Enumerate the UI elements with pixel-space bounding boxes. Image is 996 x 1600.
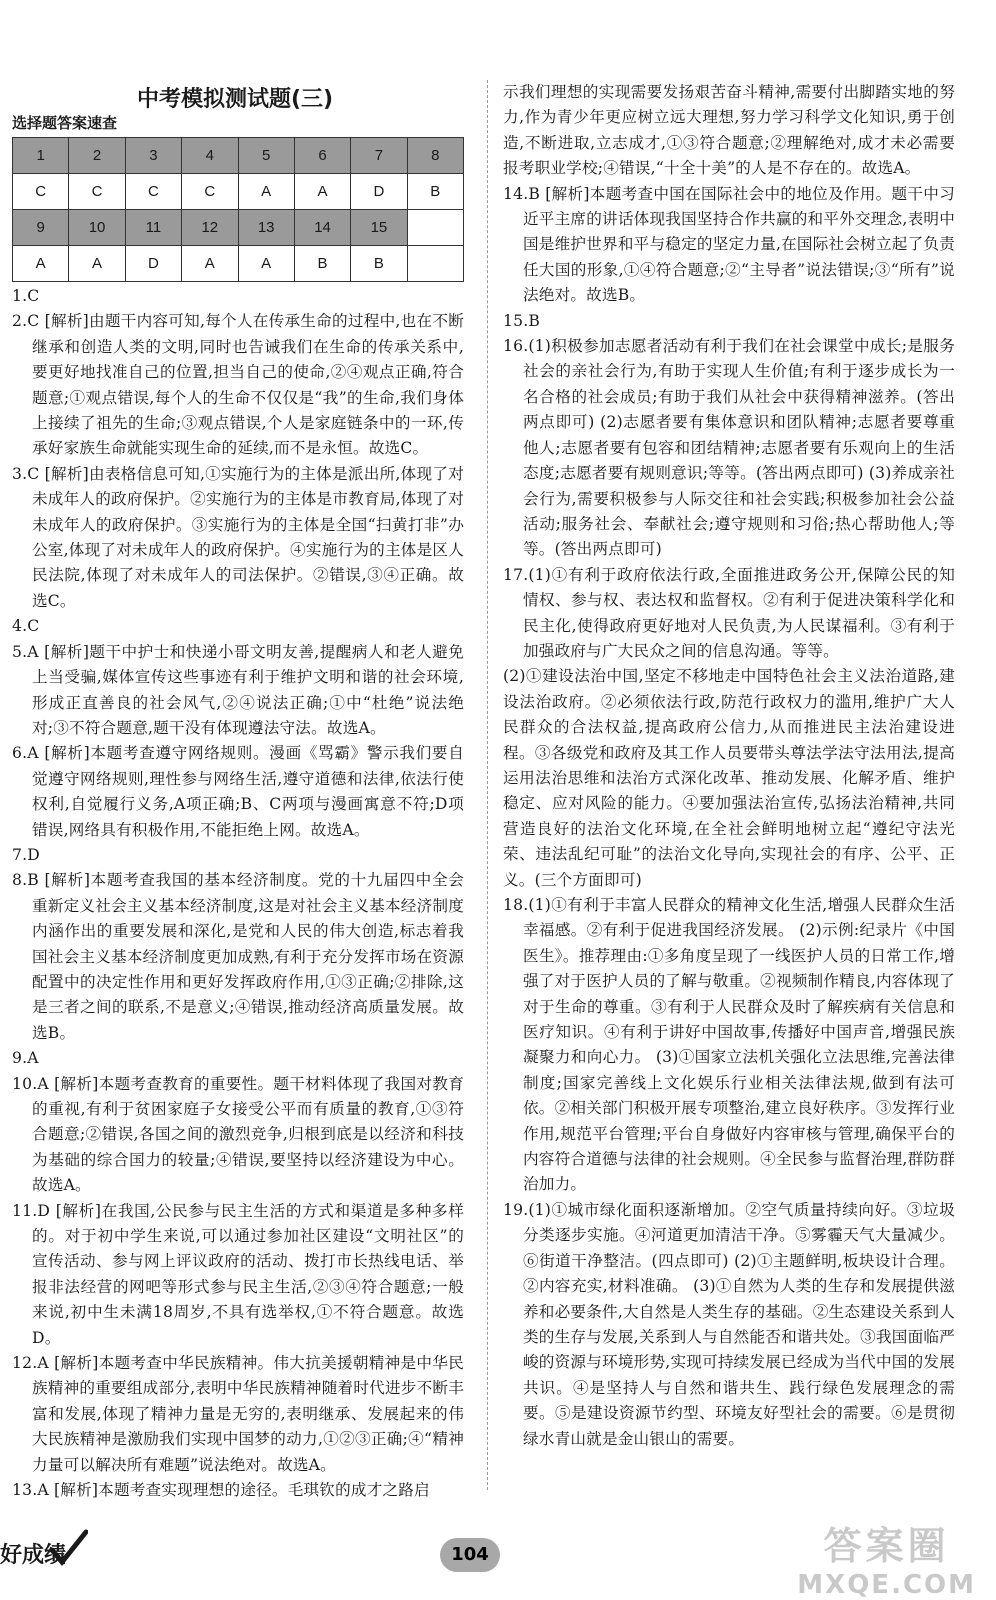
table-cell: 12 — [182, 210, 238, 246]
answer-item: 12.A [解析]本题考查中华民族精神。伟大抗美援朝精神是中华民族精神的重要组成部分,表明中华民族精神随着时代进步不断丰富和发展,体现了精神力量是无穷的,表明继承、发展起来的伟大民族精神是激励我们实现中国梦的动力,①②③正确;④“精神力量可以解决所有难题”说法绝对。故选A。 — [12, 1354, 464, 1474]
answer-item: 16.(1)积极参加志愿者活动有利于我们在社会课堂中成长;是服务社会的亲社会行为,有助于实现人生价值;有利于逐步成长为一名合格的社会成员;有助于我们从社会中获得精神滋养。(答出两点即可) (2)志愿者要有集体意识和团队精神;志愿者要尊重他人;志愿者要有包容和团结精神;志愿者要有乐观向上的生活态度;志愿者要有规则意识;等等。(答出两点即可) (3)养成亲社会行为,需要积极参与人际交往和社会实践;积极参加社会公益活动;服务社会、奉献社会;遵守规则和习俗;热心帮助他人;等等。(答出两点即可) — [503, 337, 955, 559]
watermark — [797, 1515, 976, 1600]
answer-item: 8.B [解析]本题考查我国的基本经济制度。党的十九届四中全会重新定义社会主义基本经济制度,这是对社会主义基本经济制度内涵作出的重要发展和深化,是党和人民的伟大创造,标志着我国社会主义基本经济制度更加成熟,有利于充分发挥市场在资源配置中的决定性作用和更好发挥政府作用,①③正确;②排除,这是三者之间的联系,不是意义;④错误,推动经济高质量发展。故选B。 — [12, 871, 464, 1042]
table-cell: A — [69, 246, 125, 282]
table-row — [13, 138, 464, 174]
answer-item: 示我们理想的实现需要发扬艰苦奋斗精神,需要付出脚踏实地的努力,作为青少年更应树立远大理想,努力学习科学文化知识,勇于创造,不断进取,立志成才,①③符合题意;②理解绝对,成才未必需要报考职业学校;④错误,“十全十美”的人是不存在的。故选A。 — [503, 83, 955, 178]
answer-item: 19.(1)①城市绿化面积逐渐增加。②空气质量持续向好。③垃圾分类逐步实施。④河道更加清洁干净。⑤雾霾天气大量减少。⑥街道干净整洁。(四点即可) (2)①主题鲜明,板块设计合理。②内容充实,材料准确。 (3)①自然为人类的生存和发展提供滋养和必要条件,大自然是人类生存的基础。②生态建设关系到人类的生存与发展,关系到人与自然能否和谐共处。③我国面临严峻的资源与环境形势,实现可持续发展已经成为当代中国的发展共识。④是坚持人与自然和谐共生、践行绿色发展理念的需要。⑤是建设资源节约型、环境友好型社会的需要。⑥是贯彻绿水青山就是金山银山的需要。 — [503, 1200, 955, 1448]
table-cell: 13 — [238, 210, 294, 246]
table-cell: 11 — [125, 210, 181, 246]
table-cell: D — [125, 246, 181, 282]
answer-item: 9.A — [12, 1049, 39, 1068]
answer-table — [12, 137, 464, 282]
table-cell: A — [13, 246, 69, 282]
checkmark-icon — [48, 1528, 88, 1568]
table-cell: 6 — [294, 138, 350, 174]
table-cell: A — [238, 246, 294, 282]
watermark-url: MXQE.COM — [797, 1570, 976, 1600]
answer-item: 17.(1)①有利于政府依法行政,全面推进政务公开,保障公民的知情权、参与权、表达权和监督权。②有利于促进决策科学化和民主化,使得政府更好地对人民负责,为人民谋福利。③有利于加强政府与广大民众之间的信息沟通。等等。 — [503, 565, 955, 660]
table-cell: 15 — [351, 210, 407, 246]
table-cell: 10 — [69, 210, 125, 246]
table-cell: 8 — [407, 138, 463, 174]
table-cell: C — [13, 174, 69, 210]
answer-item: (2)①建设法治中国,坚定不移地走中国特色社会主义法治道路,建设法治政府。②必须依法行政,防范行政权力的滥用,维护广大人民群众的合法权益,提高政府公信力,从而推进民主法治建设进程。③各级党和政府及其工作人员要带头尊法学法守法用法,提高运用法治思维和法治方式深化改革、推动发展、化解矛盾、维护稳定、应对风险的能力。④要加强法治宣传,弘扬法治精神,共同营造良好的法治文化环境,在全社会鲜明地树立起“遵纪守法光荣、违法乱纪可耻”的法治文化导向,实现社会的有序、公平、正义。(三个方面即可) — [503, 667, 955, 889]
table-cell: 7 — [351, 138, 407, 174]
table-cell: 2 — [69, 138, 125, 174]
answer-item: 11.D [解析]在我国,公民参与民主生活的方式和渠道是多种多样的。对于初中学生来说,可以通过参加社区建设“文明社区”的宣传活动、参与网上评议政府的活动、拨打市长热线电话、举报非法经营的网吧等形式参与民主生活,②③④符合题意;一般来说,初中生未满18周岁,不具有选举权,①不符合题意。故选D。 — [12, 1201, 464, 1347]
table-cell: A — [182, 246, 238, 282]
table-cell: C — [69, 174, 125, 210]
table-cell: C — [125, 174, 181, 210]
table-cell: B — [351, 246, 407, 282]
table-cell — [407, 210, 463, 246]
answer-item: 14.B [解析]本题考查中国在国际社会中的地位及作用。题干中习近平主席的讲话体现我国坚持合作共赢的和平外交理念,表明中国是维护世界和平与稳定的坚定力量,在国际社会树立起了负责任大国的形象,①④符合题意;②“主导者”说法错误;③“所有”说法绝对。故选B。 — [503, 184, 955, 305]
answer-item: 13.A [解析]本题考查实现理想的途径。毛琪钦的成才之路启 — [12, 1481, 430, 1500]
table-row — [13, 246, 464, 282]
table-row — [13, 174, 464, 210]
answer-item: 15.B — [503, 311, 541, 330]
answer-item: 4.C — [12, 617, 40, 636]
answer-table-heading: 选择题答案速查 — [12, 114, 118, 132]
answer-item: 5.A [解析]题干中护士和快递小哥文明友善,提醒病人和老人避免上当受骗,媒体宣传这些事迹有利于维护文明和谐的社会环境,形成正直善良的社会风气,②④说法正确;①中“杜绝”说法绝对;③不符合题意,题干没有体现遵法守法。故选A。 — [12, 642, 464, 737]
table-cell: C — [182, 174, 238, 210]
right-column — [503, 80, 955, 1452]
answer-item: 1.C — [12, 287, 40, 305]
table-row — [13, 210, 464, 246]
table-cell: D — [351, 174, 407, 210]
answer-item: 18.(1)①有利于丰富人民群众的精神文化生活,增强人民群众生活幸福感。②有利于促进我国经济发展。 (2)示例:纪录片《中国医生》。推荐理由:①多角度呈现了一线医护人员的日常工作,增强了对于医护人员的了解与敬重。②视频制作精良,内容体现了对于生命的尊重。③有利于人民群众及时了解疾病有关信息和医疗知识。④有利于讲好中国故事,传播好中国声音,增强民族凝聚力和向心力。 (3)①国家立法机关强化立法思维,完善法律制度;国家完善线上文化娱乐行业相关法律法规,做到有法可依。②相关部门积极开展专项整治,建立良好秩序。③发挥行业作用,规范平台管理;平台自身做好内容审核与管理,确保平台的内容符合道德与法律的社会规则。④全民参与监督治理,群防群治加力。 — [503, 896, 955, 1194]
brand-logo-text: 好成绩 — [0, 1543, 67, 1568]
table-cell: A — [294, 174, 350, 210]
table-cell — [407, 246, 463, 282]
table-cell: B — [294, 246, 350, 282]
answer-item: 2.C [解析]由题干内容可知,每个人在传承生命的过程中,也在不断继承和创造人类的文明,同时也告诫我们在生命的传承关系中,要更好地找准自己的位置,担当自己的使命,②④观点正确,符合题意;①观点错误,每个人的生命不仅仅是“我”的生命,我们身体上接续了祖先的生命;③观点错误,个人是家庭链条中的一环,传承好家族生命就能实现生命的延续,而不是永恒。故选C。 — [12, 312, 464, 458]
table-cell: A — [238, 174, 294, 210]
column-divider — [487, 80, 488, 1490]
answer-item: 7.D — [12, 845, 40, 864]
page-number: 104 — [440, 1538, 500, 1572]
table-cell: 1 — [13, 138, 69, 174]
table-cell: B — [407, 174, 463, 210]
answer-item: 6.A [解析]本题考查遵守网络规则。漫画《骂霸》警示我们要自觉遵守网络规则,理性参与网络生活,遵守道德和法律,依法行使权利,自觉履行义务,A项正确;B、C两项与漫画寓意不符;D项错误,网络具有积极作用,不能拒绝上网。故选A。 — [12, 744, 464, 839]
answer-item: 3.C [解析]由表格信息可知,①实施行为的主体是派出所,体现了对未成年人的政府保护。②实施行为的主体是市教育局,体现了对未成年人的政府保护。③实施行为的主体是全国“扫黄打非”办公室,体现了对未成年人的政府保护。④实施行为的主体是区人民法院,体现了对未成年人的司法保护。②错误,③④正确。故选C。 — [12, 464, 464, 610]
answer-item: 10.A [解析]本题考查教育的重要性。题干材料体现了我国对教育的重视,有利于贫困家庭子女接受公平而有质量的教育,①③符合题意;②错误,各国之间的激烈竞争,归根到底是以经济和科技为基础的综合国力的较量;④错误,要坚持以经济建设为中心。故选A。 — [12, 1074, 464, 1195]
table-cell: 9 — [13, 210, 69, 246]
left-column — [12, 284, 464, 1504]
table-cell: 4 — [182, 138, 238, 174]
table-cell: 5 — [238, 138, 294, 174]
table-cell: 3 — [125, 138, 181, 174]
page-title: 中考模拟测试题(三) — [136, 87, 334, 112]
watermark-text: 答案圈 — [823, 1524, 950, 1568]
table-cell: 14 — [294, 210, 350, 246]
